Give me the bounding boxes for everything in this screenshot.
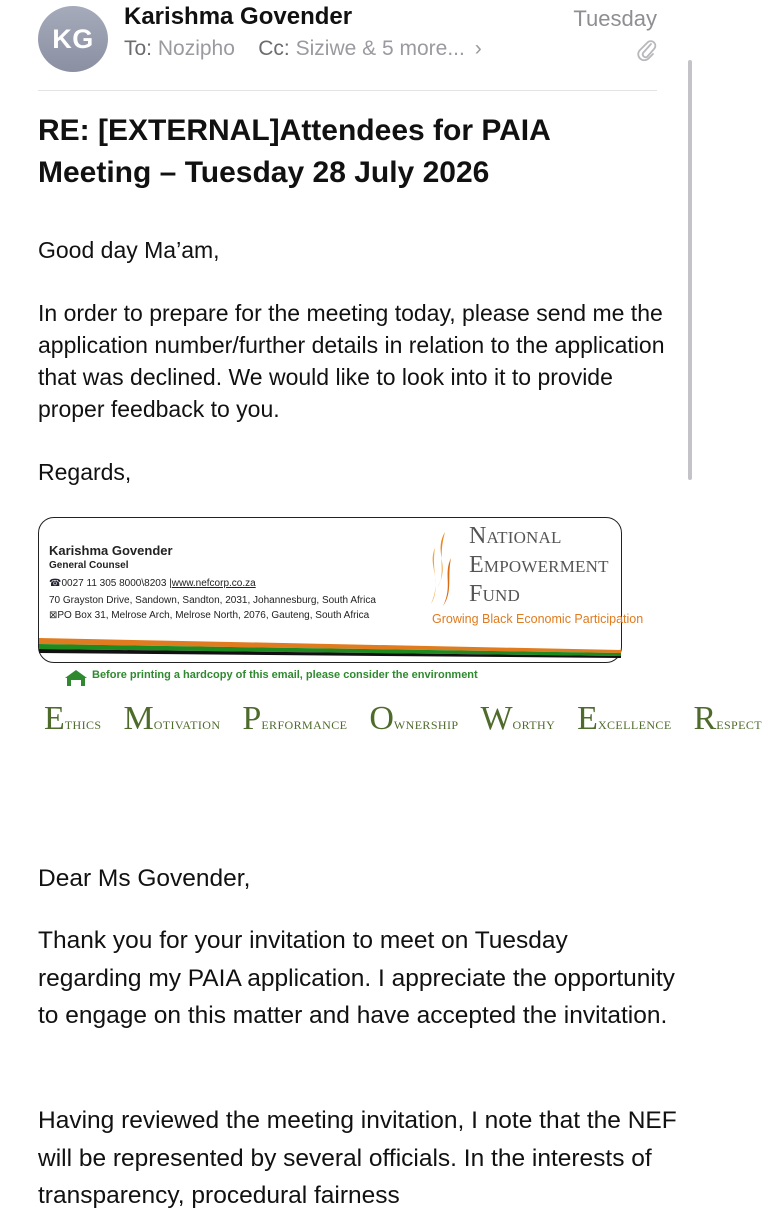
header-divider — [38, 90, 657, 91]
value-worthy: WORTHY — [480, 700, 556, 737]
signature-contact — [49, 578, 256, 589]
avatar[interactable]: KG — [38, 6, 108, 72]
scrollbar[interactable] — [688, 60, 692, 480]
signature-title: General Counsel — [49, 560, 129, 571]
mailbox-icon: ⊠ — [49, 610, 58, 621]
signature-po-box: PO Box 31, Melrose Arch, Melrose North, 2076, Gauteng, South Africa — [57, 610, 370, 621]
reply-paragraph-2: Having reviewed the meeting invitation, I note that the NEF will be represented by several officials. In the interests of transparency, procedural fairness — [38, 1107, 677, 1209]
email-signature — [38, 517, 644, 663]
signature-po-box-line — [49, 610, 369, 621]
value-ownership: OWNERSHIP — [369, 700, 459, 737]
value-performance: PERFORMANCE — [242, 700, 348, 737]
nef-tagline: Growing Black Economic Participation — [432, 612, 644, 626]
email-date: Tuesday — [573, 6, 657, 31]
email-header — [0, 0, 697, 92]
paperclip-icon[interactable] — [636, 38, 658, 64]
value-motivation: MOTIVATION — [123, 700, 221, 737]
signature-name: Karishma Govender — [49, 543, 173, 558]
signature-address: 70 Grayston Drive, Sandown, Sandton, 2031, Johannesburg, South Africa — [49, 595, 376, 606]
cc-label: Cc: — [258, 37, 290, 60]
to-recipient[interactable]: Nozipho — [157, 37, 235, 60]
nef-flame-logo-icon — [425, 530, 455, 610]
printer-leaf-icon — [62, 666, 90, 688]
empower-values — [44, 700, 762, 738]
to-label: To: — [124, 37, 153, 60]
reply-paragraph-1: Thank you for your invitation to meet on Tuesday regarding my PAIA application. I appreciate the opportunity to engage on this matter and have accepted the invitation. — [38, 927, 675, 1029]
value-excellence: EXCELLENCE — [577, 700, 672, 737]
nef-logo-wordmark: NATIONAL EMPOWERMENT FUND — [469, 523, 609, 607]
cc-recipients[interactable]: Siziwe & 5 more... — [295, 37, 465, 60]
message-body: In order to prepare for the meeting today, please send me the application number/further details in relation to the application that was declined. We would like to look into it to provide proper feedback to you. — [38, 300, 665, 422]
signature-stripe — [39, 638, 621, 660]
phone-icon: ☎ — [49, 578, 62, 589]
value-ethics: ETHICS — [44, 700, 102, 737]
value-respect: RESPECT — [693, 700, 762, 737]
signature-website-link[interactable]: www.nefcorp.co.za — [171, 578, 256, 589]
message-greeting: Good day Ma’am, — [38, 237, 220, 263]
recipients-line[interactable] — [124, 37, 482, 61]
chevron-right-icon[interactable]: › — [474, 37, 482, 60]
reply-greeting: Dear Ms Govender, — [38, 865, 251, 892]
sender-name[interactable]: Karishma Govender — [124, 3, 353, 30]
environment-note: Before printing a hardcopy of this email, please consider the environment — [92, 669, 478, 681]
signature-phone: 0027 11 305 8000\8203 | — [61, 578, 172, 589]
message-closing: Regards, — [38, 459, 132, 485]
email-subject: RE: [EXTERNAL]Attendees for PAIA Meeting – Tuesday 28 July 2026 — [38, 114, 550, 189]
